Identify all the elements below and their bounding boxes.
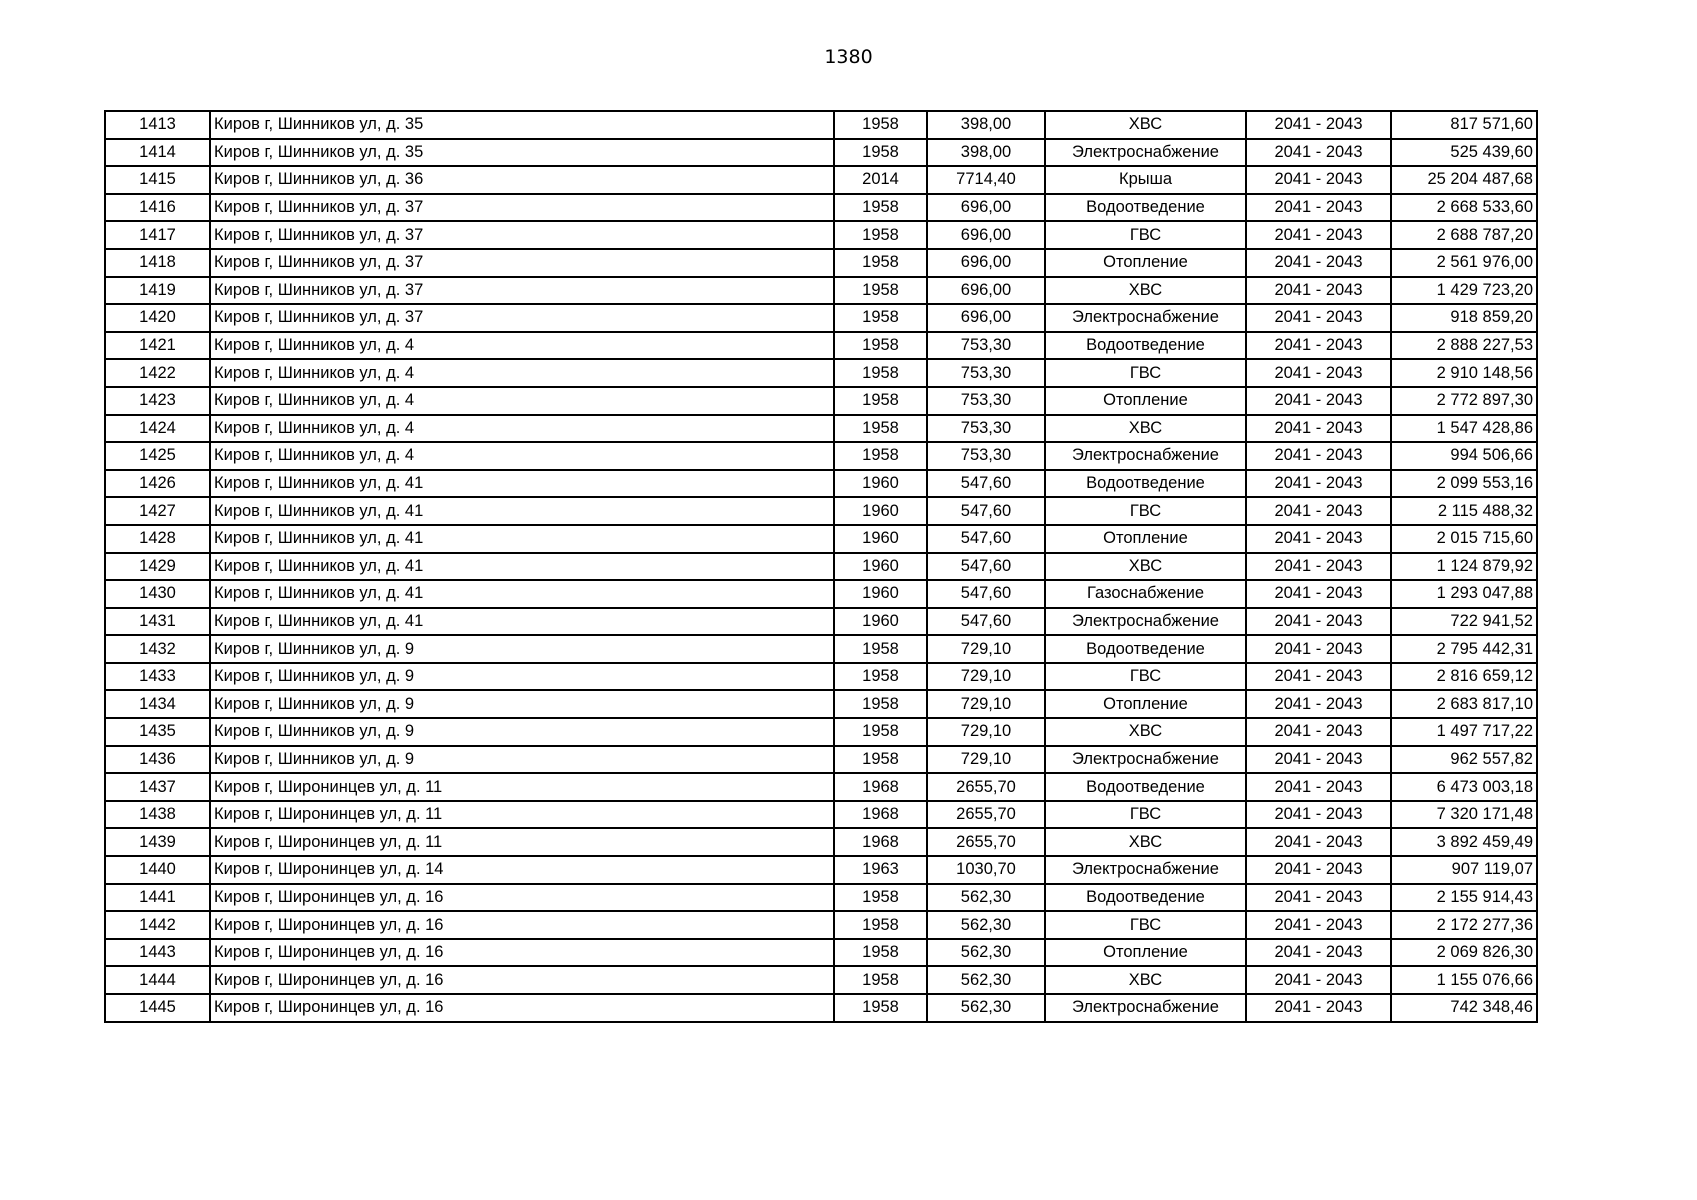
period-cell: 2041 - 2043 (1246, 221, 1391, 249)
area-cell: 2655,70 (927, 828, 1045, 856)
table-row (105, 635, 1537, 663)
build-year-cell: 1958 (834, 221, 927, 249)
table-body (105, 111, 1537, 1022)
table-row (105, 746, 1537, 774)
work-type-cell: Отопление (1045, 525, 1246, 553)
table-row (105, 304, 1537, 332)
table-row (105, 166, 1537, 194)
table-row (105, 387, 1537, 415)
row-number-cell: 1430 (105, 580, 210, 608)
work-type-cell: Водоотведение (1045, 635, 1246, 663)
work-type-cell: Электроснабжение (1045, 304, 1246, 332)
table-row (105, 359, 1537, 387)
cost-cell: 918 859,20 (1391, 304, 1537, 332)
row-number-cell: 1416 (105, 194, 210, 222)
area-cell: 547,60 (927, 608, 1045, 636)
build-year-cell: 1968 (834, 773, 927, 801)
work-type-cell: Отопление (1045, 939, 1246, 967)
row-number-cell: 1429 (105, 553, 210, 581)
build-year-cell: 1968 (834, 828, 927, 856)
build-year-cell: 1960 (834, 580, 927, 608)
address-cell: Киров г, Шинников ул, д. 9 (210, 718, 834, 746)
table-row (105, 139, 1537, 167)
cost-cell: 817 571,60 (1391, 111, 1537, 139)
row-number-cell: 1414 (105, 139, 210, 167)
build-year-cell: 1958 (834, 718, 927, 746)
build-year-cell: 1958 (834, 139, 927, 167)
work-type-cell: Крыша (1045, 166, 1246, 194)
row-number-cell: 1427 (105, 497, 210, 525)
address-cell: Киров г, Широнинцев ул, д. 11 (210, 801, 834, 829)
address-cell: Киров г, Шинников ул, д. 37 (210, 249, 834, 277)
work-type-cell: ГВС (1045, 911, 1246, 939)
row-number-cell: 1418 (105, 249, 210, 277)
build-year-cell: 1958 (834, 994, 927, 1022)
period-cell: 2041 - 2043 (1246, 470, 1391, 498)
work-type-cell: ХВС (1045, 966, 1246, 994)
cost-cell: 6 473 003,18 (1391, 773, 1537, 801)
area-cell: 562,30 (927, 966, 1045, 994)
area-cell: 729,10 (927, 718, 1045, 746)
cost-cell: 1 429 723,20 (1391, 277, 1537, 305)
table-row (105, 718, 1537, 746)
table-row (105, 608, 1537, 636)
build-year-cell: 1958 (834, 359, 927, 387)
cost-cell: 1 497 717,22 (1391, 718, 1537, 746)
build-year-cell: 1958 (834, 277, 927, 305)
period-cell: 2041 - 2043 (1246, 994, 1391, 1022)
area-cell: 753,30 (927, 442, 1045, 470)
address-cell: Киров г, Шинников ул, д. 41 (210, 553, 834, 581)
address-cell: Киров г, Широнинцев ул, д. 11 (210, 773, 834, 801)
period-cell: 2041 - 2043 (1246, 442, 1391, 470)
period-cell: 2041 - 2043 (1246, 939, 1391, 967)
row-number-cell: 1443 (105, 939, 210, 967)
build-year-cell: 1958 (834, 746, 927, 774)
work-type-cell: Отопление (1045, 387, 1246, 415)
address-cell: Киров г, Широнинцев ул, д. 16 (210, 994, 834, 1022)
period-cell: 2041 - 2043 (1246, 608, 1391, 636)
cost-cell: 2 888 227,53 (1391, 332, 1537, 360)
cost-cell: 742 348,46 (1391, 994, 1537, 1022)
cost-cell: 2 910 148,56 (1391, 359, 1537, 387)
period-cell: 2041 - 2043 (1246, 415, 1391, 443)
cost-cell: 994 506,66 (1391, 442, 1537, 470)
work-type-cell: ХВС (1045, 553, 1246, 581)
build-year-cell: 1958 (834, 304, 927, 332)
row-number-cell: 1428 (105, 525, 210, 553)
build-year-cell: 1960 (834, 608, 927, 636)
cost-cell: 2 172 277,36 (1391, 911, 1537, 939)
row-number-cell: 1423 (105, 387, 210, 415)
table-row (105, 939, 1537, 967)
row-number-cell: 1438 (105, 801, 210, 829)
build-year-cell: 1958 (834, 387, 927, 415)
row-number-cell: 1441 (105, 884, 210, 912)
period-cell: 2041 - 2043 (1246, 966, 1391, 994)
address-cell: Киров г, Шинников ул, д. 35 (210, 139, 834, 167)
cost-cell: 2 155 914,43 (1391, 884, 1537, 912)
cost-cell: 2 069 826,30 (1391, 939, 1537, 967)
area-cell: 398,00 (927, 111, 1045, 139)
address-cell: Киров г, Шинников ул, д. 35 (210, 111, 834, 139)
work-type-cell: ГВС (1045, 359, 1246, 387)
row-number-cell: 1434 (105, 690, 210, 718)
area-cell: 547,60 (927, 525, 1045, 553)
work-type-cell: Электроснабжение (1045, 139, 1246, 167)
area-cell: 696,00 (927, 277, 1045, 305)
row-number-cell: 1420 (105, 304, 210, 332)
build-year-cell: 1958 (834, 635, 927, 663)
table-row (105, 801, 1537, 829)
build-year-cell: 1958 (834, 663, 927, 691)
period-cell: 2041 - 2043 (1246, 884, 1391, 912)
build-year-cell: 1958 (834, 966, 927, 994)
cost-cell: 1 155 076,66 (1391, 966, 1537, 994)
table-row (105, 580, 1537, 608)
build-year-cell: 1958 (834, 911, 927, 939)
row-number-cell: 1431 (105, 608, 210, 636)
area-cell: 562,30 (927, 994, 1045, 1022)
table-row (105, 553, 1537, 581)
area-cell: 729,10 (927, 690, 1045, 718)
cost-cell: 2 015 715,60 (1391, 525, 1537, 553)
table-row (105, 332, 1537, 360)
work-type-cell: ХВС (1045, 415, 1246, 443)
address-cell: Киров г, Шинников ул, д. 37 (210, 277, 834, 305)
address-cell: Киров г, Шинников ул, д. 36 (210, 166, 834, 194)
period-cell: 2041 - 2043 (1246, 746, 1391, 774)
work-type-cell: ХВС (1045, 277, 1246, 305)
period-cell: 2041 - 2043 (1246, 828, 1391, 856)
table-row (105, 966, 1537, 994)
period-cell: 2041 - 2043 (1246, 773, 1391, 801)
table-row (105, 911, 1537, 939)
cost-cell: 2 099 553,16 (1391, 470, 1537, 498)
period-cell: 2041 - 2043 (1246, 663, 1391, 691)
area-cell: 753,30 (927, 415, 1045, 443)
area-cell: 2655,70 (927, 801, 1045, 829)
period-cell: 2041 - 2043 (1246, 277, 1391, 305)
cost-cell: 2 816 659,12 (1391, 663, 1537, 691)
work-type-cell: Электроснабжение (1045, 608, 1246, 636)
row-number-cell: 1422 (105, 359, 210, 387)
row-number-cell: 1424 (105, 415, 210, 443)
build-year-cell: 1958 (834, 111, 927, 139)
cost-cell: 25 204 487,68 (1391, 166, 1537, 194)
row-number-cell: 1442 (105, 911, 210, 939)
table-row (105, 994, 1537, 1022)
build-year-cell: 1960 (834, 470, 927, 498)
build-year-cell: 1958 (834, 939, 927, 967)
area-cell: 729,10 (927, 635, 1045, 663)
period-cell: 2041 - 2043 (1246, 304, 1391, 332)
row-number-cell: 1413 (105, 111, 210, 139)
area-cell: 1030,70 (927, 856, 1045, 884)
area-cell: 547,60 (927, 470, 1045, 498)
period-cell: 2041 - 2043 (1246, 497, 1391, 525)
table-row (105, 828, 1537, 856)
address-cell: Киров г, Шинников ул, д. 37 (210, 304, 834, 332)
address-cell: Киров г, Шинников ул, д. 41 (210, 580, 834, 608)
row-number-cell: 1444 (105, 966, 210, 994)
row-number-cell: 1417 (105, 221, 210, 249)
address-cell: Киров г, Шинников ул, д. 4 (210, 387, 834, 415)
address-cell: Киров г, Шинников ул, д. 41 (210, 497, 834, 525)
area-cell: 753,30 (927, 359, 1045, 387)
area-cell: 2655,70 (927, 773, 1045, 801)
row-number-cell: 1421 (105, 332, 210, 360)
address-cell: Киров г, Шинников ул, д. 4 (210, 332, 834, 360)
row-number-cell: 1439 (105, 828, 210, 856)
work-type-cell: Газоснабжение (1045, 580, 1246, 608)
work-type-cell: Электроснабжение (1045, 442, 1246, 470)
cost-cell: 722 941,52 (1391, 608, 1537, 636)
work-type-cell: ГВС (1045, 663, 1246, 691)
cost-cell: 2 561 976,00 (1391, 249, 1537, 277)
area-cell: 753,30 (927, 332, 1045, 360)
period-cell: 2041 - 2043 (1246, 553, 1391, 581)
row-number-cell: 1425 (105, 442, 210, 470)
address-cell: Киров г, Шинников ул, д. 37 (210, 194, 834, 222)
address-cell: Киров г, Широнинцев ул, д. 16 (210, 911, 834, 939)
cost-cell: 2 115 488,32 (1391, 497, 1537, 525)
area-cell: 696,00 (927, 249, 1045, 277)
cost-cell: 2 688 787,20 (1391, 221, 1537, 249)
period-cell: 2041 - 2043 (1246, 635, 1391, 663)
work-type-cell: Водоотведение (1045, 470, 1246, 498)
work-type-cell: Водоотведение (1045, 884, 1246, 912)
work-type-cell: Отопление (1045, 249, 1246, 277)
work-type-cell: ГВС (1045, 221, 1246, 249)
address-cell: Киров г, Широнинцев ул, д. 16 (210, 966, 834, 994)
build-year-cell: 1958 (834, 332, 927, 360)
address-cell: Киров г, Широнинцев ул, д. 14 (210, 856, 834, 884)
work-type-cell: Водоотведение (1045, 773, 1246, 801)
table-row (105, 442, 1537, 470)
build-year-cell: 1958 (834, 194, 927, 222)
cost-cell: 3 892 459,49 (1391, 828, 1537, 856)
cost-cell: 2 683 817,10 (1391, 690, 1537, 718)
cost-cell: 525 439,60 (1391, 139, 1537, 167)
table-row (105, 249, 1537, 277)
period-cell: 2041 - 2043 (1246, 139, 1391, 167)
area-cell: 7714,40 (927, 166, 1045, 194)
cost-cell: 962 557,82 (1391, 746, 1537, 774)
address-cell: Киров г, Шинников ул, д. 4 (210, 442, 834, 470)
period-cell: 2041 - 2043 (1246, 911, 1391, 939)
cost-cell: 1 293 047,88 (1391, 580, 1537, 608)
area-cell: 562,30 (927, 884, 1045, 912)
build-year-cell: 2014 (834, 166, 927, 194)
page-number: 1380 (824, 46, 873, 68)
area-cell: 562,30 (927, 911, 1045, 939)
period-cell: 2041 - 2043 (1246, 166, 1391, 194)
period-cell: 2041 - 2043 (1246, 856, 1391, 884)
build-year-cell: 1960 (834, 497, 927, 525)
table-row (105, 884, 1537, 912)
address-cell: Киров г, Широнинцев ул, д. 16 (210, 939, 834, 967)
build-year-cell: 1960 (834, 553, 927, 581)
table-row (105, 856, 1537, 884)
address-cell: Киров г, Широнинцев ул, д. 16 (210, 884, 834, 912)
period-cell: 2041 - 2043 (1246, 359, 1391, 387)
row-number-cell: 1433 (105, 663, 210, 691)
build-year-cell: 1958 (834, 442, 927, 470)
row-number-cell: 1445 (105, 994, 210, 1022)
table-row (105, 111, 1537, 139)
address-cell: Киров г, Шинников ул, д. 9 (210, 635, 834, 663)
row-number-cell: 1435 (105, 718, 210, 746)
period-cell: 2041 - 2043 (1246, 111, 1391, 139)
build-year-cell: 1958 (834, 884, 927, 912)
table-row (105, 470, 1537, 498)
build-year-cell: 1958 (834, 415, 927, 443)
address-cell: Киров г, Шинников ул, д. 41 (210, 525, 834, 553)
area-cell: 753,30 (927, 387, 1045, 415)
cost-cell: 2 795 442,31 (1391, 635, 1537, 663)
row-number-cell: 1426 (105, 470, 210, 498)
area-cell: 696,00 (927, 304, 1045, 332)
table-row (105, 525, 1537, 553)
period-cell: 2041 - 2043 (1246, 580, 1391, 608)
work-type-cell: Электроснабжение (1045, 994, 1246, 1022)
cost-cell: 2 772 897,30 (1391, 387, 1537, 415)
work-type-cell: Водоотведение (1045, 194, 1246, 222)
area-cell: 696,00 (927, 221, 1045, 249)
table-row (105, 277, 1537, 305)
row-number-cell: 1432 (105, 635, 210, 663)
work-type-cell: ХВС (1045, 111, 1246, 139)
row-number-cell: 1415 (105, 166, 210, 194)
table-row (105, 194, 1537, 222)
work-type-cell: ХВС (1045, 718, 1246, 746)
cost-cell: 7 320 171,48 (1391, 801, 1537, 829)
build-year-cell: 1958 (834, 690, 927, 718)
address-cell: Киров г, Шинников ул, д. 4 (210, 359, 834, 387)
cost-cell: 1 547 428,86 (1391, 415, 1537, 443)
period-cell: 2041 - 2043 (1246, 332, 1391, 360)
build-year-cell: 1968 (834, 801, 927, 829)
table-row (105, 221, 1537, 249)
area-cell: 696,00 (927, 194, 1045, 222)
work-type-cell: Отопление (1045, 690, 1246, 718)
build-year-cell: 1958 (834, 249, 927, 277)
table-row (105, 773, 1537, 801)
table-row (105, 497, 1537, 525)
period-cell: 2041 - 2043 (1246, 194, 1391, 222)
work-type-cell: ГВС (1045, 801, 1246, 829)
period-cell: 2041 - 2043 (1246, 690, 1391, 718)
period-cell: 2041 - 2043 (1246, 718, 1391, 746)
cost-cell: 907 119,07 (1391, 856, 1537, 884)
area-cell: 398,00 (927, 139, 1045, 167)
address-cell: Киров г, Шинников ул, д. 41 (210, 470, 834, 498)
work-type-cell: Водоотведение (1045, 332, 1246, 360)
period-cell: 2041 - 2043 (1246, 801, 1391, 829)
cost-cell: 1 124 879,92 (1391, 553, 1537, 581)
area-cell: 547,60 (927, 497, 1045, 525)
area-cell: 729,10 (927, 663, 1045, 691)
work-type-cell: Электроснабжение (1045, 746, 1246, 774)
period-cell: 2041 - 2043 (1246, 525, 1391, 553)
area-cell: 729,10 (927, 746, 1045, 774)
row-number-cell: 1440 (105, 856, 210, 884)
cost-cell: 2 668 533,60 (1391, 194, 1537, 222)
address-cell: Киров г, Шинников ул, д. 9 (210, 690, 834, 718)
row-number-cell: 1437 (105, 773, 210, 801)
table-row (105, 690, 1537, 718)
work-type-cell: Электроснабжение (1045, 856, 1246, 884)
area-cell: 547,60 (927, 580, 1045, 608)
period-cell: 2041 - 2043 (1246, 249, 1391, 277)
address-cell: Киров г, Шинников ул, д. 9 (210, 746, 834, 774)
area-cell: 562,30 (927, 939, 1045, 967)
build-year-cell: 1960 (834, 525, 927, 553)
address-cell: Киров г, Шинников ул, д. 9 (210, 663, 834, 691)
table-row (105, 663, 1537, 691)
address-cell: Киров г, Шинников ул, д. 37 (210, 221, 834, 249)
address-cell: Киров г, Широнинцев ул, д. 11 (210, 828, 834, 856)
work-type-cell: ХВС (1045, 828, 1246, 856)
repair-schedule-table (104, 110, 1538, 1023)
period-cell: 2041 - 2043 (1246, 387, 1391, 415)
table-row (105, 415, 1537, 443)
address-cell: Киров г, Шинников ул, д. 41 (210, 608, 834, 636)
row-number-cell: 1419 (105, 277, 210, 305)
row-number-cell: 1436 (105, 746, 210, 774)
area-cell: 547,60 (927, 553, 1045, 581)
address-cell: Киров г, Шинников ул, д. 4 (210, 415, 834, 443)
build-year-cell: 1963 (834, 856, 927, 884)
work-type-cell: ГВС (1045, 497, 1246, 525)
